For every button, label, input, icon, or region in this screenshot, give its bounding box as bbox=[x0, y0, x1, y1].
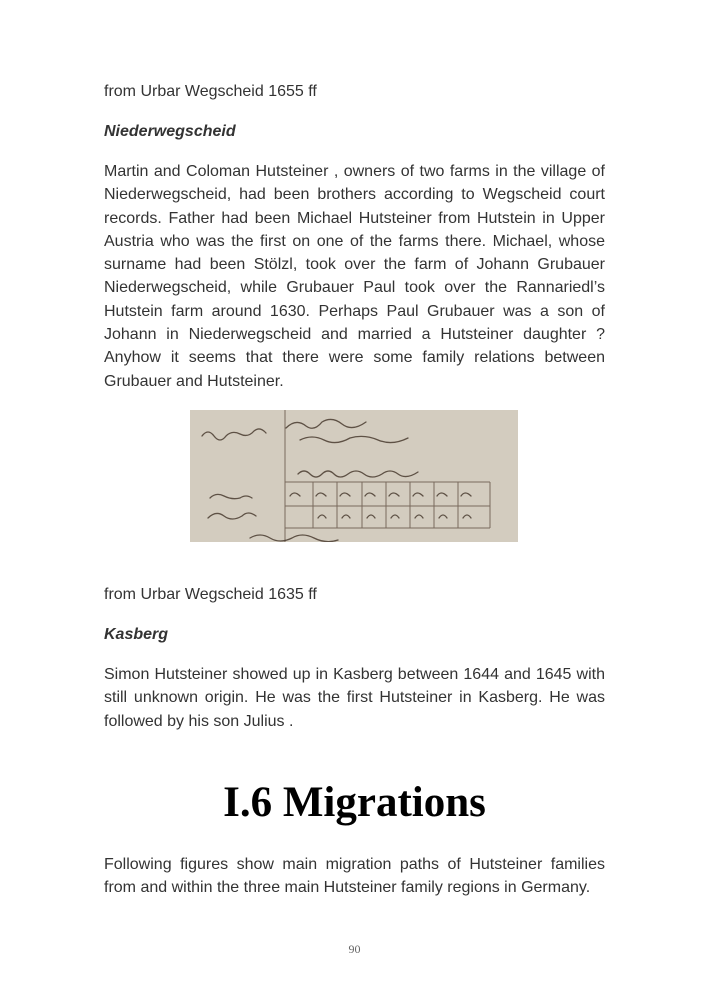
caption-urbar-1655: from Urbar Wegscheid 1655 ff bbox=[104, 83, 317, 100]
page-number: 90 bbox=[348, 942, 361, 956]
paragraph-kasberg: Simon Hutsteiner showed up in Kasberg between 1644 and 1645 with still unknown origin. He was the first Hutsteiner in Kasberg. He was followed by his son Julius . bbox=[104, 666, 605, 730]
section-heading-migrations: I.6 Migrations bbox=[223, 779, 486, 826]
paragraph-migrations-intro: Following figures show main migration paths of Hutsteiner families from and within the three main Hutsteiner family regions in Germany. bbox=[104, 856, 605, 897]
subheading-niederwegscheid: Niederwegscheid bbox=[104, 123, 236, 140]
subheading-kasberg: Kasberg bbox=[104, 626, 169, 643]
manuscript-record-image bbox=[190, 410, 518, 542]
caption-urbar-1635: from Urbar Wegscheid 1635 ff bbox=[104, 586, 317, 603]
paragraph-niederwegscheid: Martin and Coloman Hutsteiner , owners of two farms in the village of Niederwegscheid, had been brothers according to Wegscheid court records. Father had been Michael Hutsteiner from Hutstein in Upper Austria who was the first on one of the farms there. Michael, whose surname had been Stölzl, took over the farm of Johann Grubauer Niederwegscheid, while Grubauer Paul took over the Rannariedl’s Hutstein farm around 1630. Perhaps Paul Grubauer was a son of Johann in Niederwegscheid and married a Hutsteiner daughter ? Anyhow it seems that there were some family relations between Grubauer and Hutsteiner. bbox=[104, 163, 605, 390]
